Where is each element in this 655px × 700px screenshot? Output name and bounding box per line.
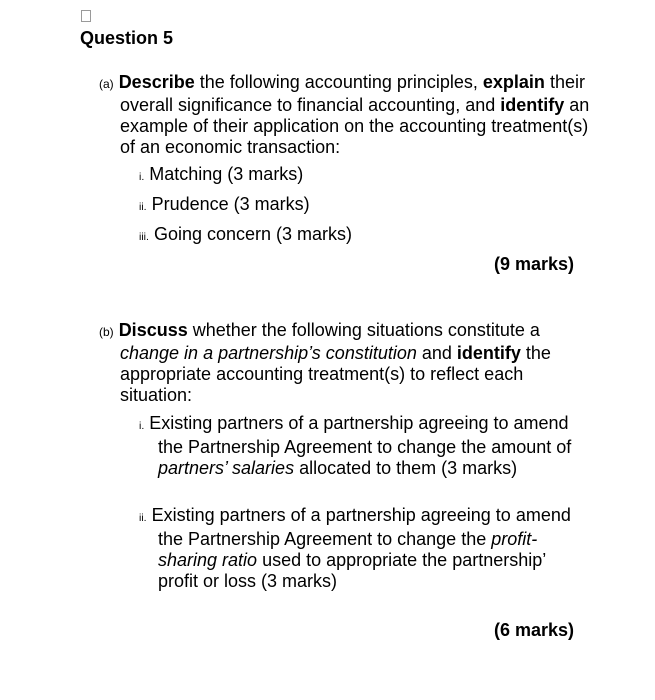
question-title: Question 5 <box>80 28 174 48</box>
part-a-item-2: ii. Prudence (3 marks) <box>139 194 310 214</box>
part-b-label: (b) <box>99 325 114 339</box>
keyword-identify: identify <box>500 95 565 115</box>
keyword-identify-b: identify <box>456 343 521 363</box>
part-a-item-3: iii. Going concern (3 marks) <box>139 224 353 244</box>
question-flag-checkbox[interactable] <box>81 10 91 22</box>
part-a-marks: (9 marks) <box>493 254 574 274</box>
part-b-item-1: i. Existing partners of a partnership agreeing to amend the Partnership Agreement to change the amount of partners’ salaries allocated to them (3 marks) <box>139 413 572 478</box>
part-a-item-1: i. Matching (3 marks) <box>139 164 304 184</box>
part-b-text: (b) Discuss whether the following situations constitute a change in a partnership’s constitution and identify the appropriate accounting treatment(s) to reflect each situation: <box>99 320 551 405</box>
keyword-discuss: Discuss <box>118 320 188 340</box>
part-a-label: (a) <box>99 77 114 91</box>
part-b-marks: (6 marks) <box>493 620 574 640</box>
part-b-item-2: ii. Existing partners of a partnership agreeing to amend the Partnership Agreement to change the profit-sharing ratio used to appropriate the partnership’ profit or loss (3 marks) <box>139 505 571 591</box>
part-a-text: (a) Describe the following accounting principles, explain their overall significance to financial accounting, and identify an example of their application on the accounting treatment(s) of an economic transaction: <box>99 72 590 157</box>
phrase-change-in-constitution: change in a partnership’s constitution <box>120 343 417 363</box>
keyword-describe: Describe <box>118 72 195 92</box>
keyword-explain: explain <box>482 72 545 92</box>
